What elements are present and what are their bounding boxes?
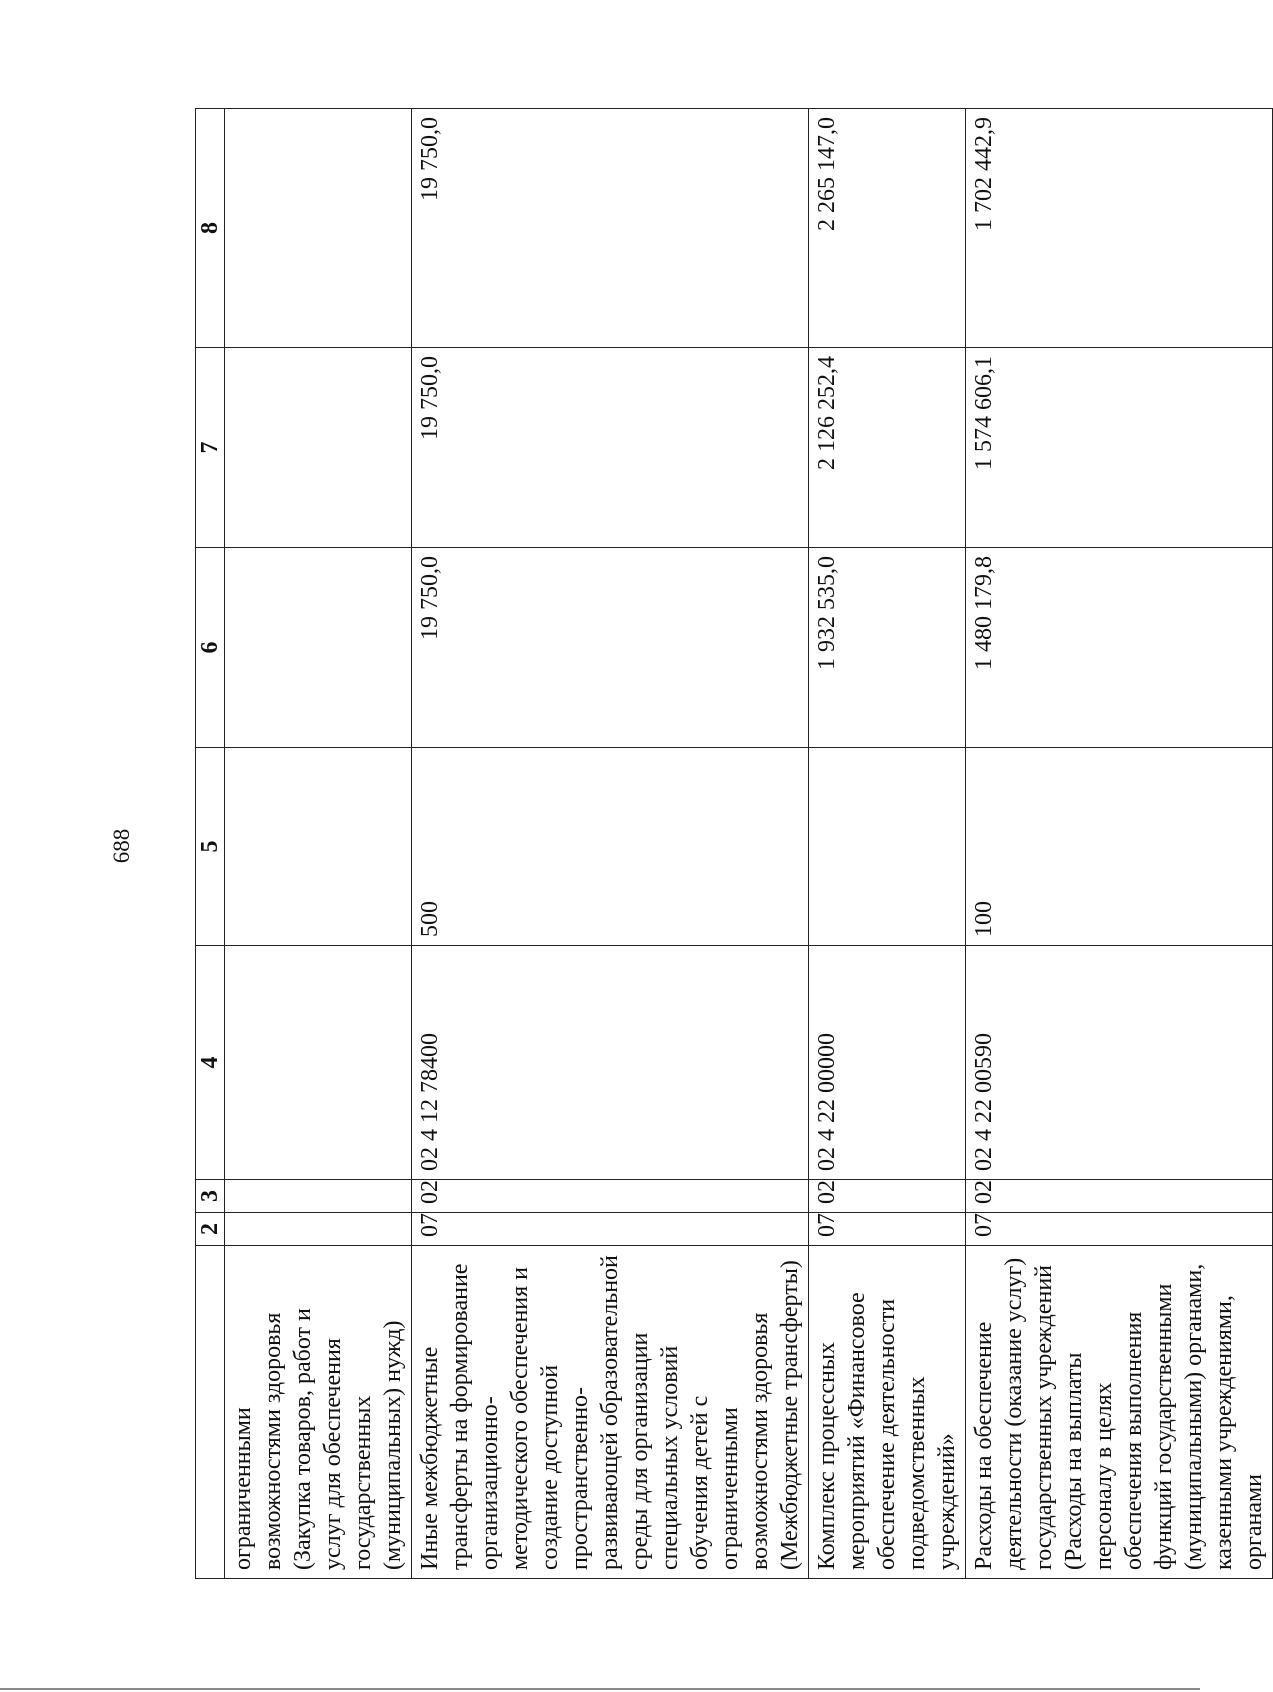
row-subsection: 02 bbox=[809, 1180, 966, 1213]
table-row bbox=[225, 109, 412, 1579]
row-subsection: 02 bbox=[966, 1180, 1273, 1213]
scan-edge-line bbox=[0, 1688, 1200, 1690]
header-cell-5: 5 bbox=[196, 748, 225, 946]
row-target-code: 02 4 12 78400 bbox=[412, 946, 809, 1180]
row-amount-7 bbox=[225, 348, 412, 548]
row-name: ограниченными возможностями здоровья (Закупка товаров, работ и услуг для обеспечения государственных (муниципальных) нужд) bbox=[225, 1246, 412, 1579]
row-amount-6: 19 750,0 bbox=[412, 548, 809, 748]
row-target-code: 02 4 22 00000 bbox=[809, 946, 966, 1180]
row-subsection bbox=[225, 1180, 412, 1213]
row-target-code bbox=[225, 946, 412, 1180]
row-subsection: 02 bbox=[412, 1180, 809, 1213]
row-target-code: 02 4 22 00590 bbox=[966, 946, 1273, 1180]
row-expense-type bbox=[225, 748, 412, 946]
table-row bbox=[412, 109, 809, 1579]
row-amount-7: 19 750,0 bbox=[412, 348, 809, 548]
header-cell-8: 8 bbox=[196, 109, 225, 348]
row-amount-8 bbox=[225, 109, 412, 348]
row-expense-type bbox=[809, 748, 966, 946]
row-section: 07 bbox=[966, 1213, 1273, 1246]
page-number: 688 bbox=[109, 828, 134, 864]
row-section bbox=[225, 1213, 412, 1246]
row-amount-8: 19 750,0 bbox=[412, 109, 809, 348]
row-amount-6: 1 932 535,0 bbox=[809, 548, 966, 748]
table-row bbox=[809, 109, 966, 1579]
header-cell-4: 4 bbox=[196, 946, 225, 1180]
row-section: 07 bbox=[412, 1213, 809, 1246]
row-expense-type: 500 bbox=[412, 748, 809, 946]
row-amount-8: 2 265 147,0 bbox=[809, 109, 966, 348]
row-amount-6: 1 480 179,8 bbox=[966, 548, 1273, 748]
header-cell-1 bbox=[196, 1246, 225, 1579]
row-amount-8: 1 702 442,9 bbox=[966, 109, 1273, 348]
row-amount-7: 2 126 252,4 bbox=[809, 348, 966, 548]
budget-table bbox=[195, 108, 1273, 1579]
rotated-table-container bbox=[195, 109, 1267, 1579]
header-row bbox=[196, 109, 225, 1579]
table-row bbox=[966, 109, 1273, 1579]
row-section: 07 bbox=[809, 1213, 966, 1246]
row-name: Иные межбюджетные трансферты на формирование организационно-методического обеспечения и создание доступной пространственно-развивающей образовательной среды для организации специальных условий обучения детей с ограниченными возможностями здоровья (Межбюджетные трансферты) bbox=[412, 1246, 809, 1579]
header-cell-3: 3 bbox=[196, 1180, 225, 1213]
header-cell-7: 7 bbox=[196, 348, 225, 548]
row-expense-type: 100 bbox=[966, 748, 1273, 946]
row-amount-7: 1 574 606,1 bbox=[966, 348, 1273, 548]
row-name: Расходы на обеспечение деятельности (оказание услуг) государственных учреждений (Расходы на выплаты персоналу в целях обеспечения выполнения функций государственными (муниципальными) органами, казенными учреждениями, органами bbox=[966, 1246, 1273, 1579]
header-cell-6: 6 bbox=[196, 548, 225, 748]
row-name: Комплекс процессных мероприятий «Финансовое обеспечение деятельности подведомственных учреждений» bbox=[809, 1246, 966, 1579]
row-amount-6 bbox=[225, 548, 412, 748]
header-cell-2: 2 bbox=[196, 1213, 225, 1246]
